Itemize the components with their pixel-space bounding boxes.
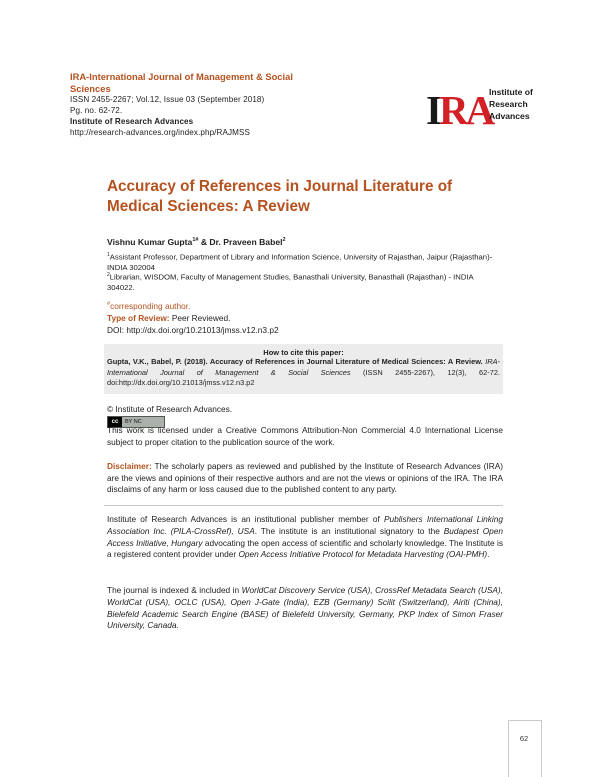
journal-title: IRA-International Journal of Management & Social Sciences (70, 71, 293, 94)
indexing-paragraph: The journal is indexed & included in WorldCat Discovery Service (USA), CrossRef Metadata Search (USA), WorldCat (USA), OCLC (USA), Open J-Gate (India), EZB (Germany) Scilit (Switzerland), Airiti (China), Bielefeld Academic Search Engine (BASE) of Bielefeld University, Germany, PKP Index of Simon Fraser University, Canada. (107, 585, 503, 631)
citation-box (104, 344, 503, 394)
issn-line: ISSN 2455-2267; Vol.12, Issue 03 (September 2018) (70, 95, 265, 104)
citation-text: Gupta, V.K., Babel, P. (2018). Accuracy of References in Journal Literature of Medical Sciences: A Review. IRA-International Journal of Management & Social Sciences (ISSN 2455-2267), 12(3), 62-72. doi:http://dx.doi.org/10.21013/jmss.v12.n3.p2 (107, 357, 500, 387)
cc-badge-label: BY NC (125, 419, 142, 425)
citation-heading: How to cite this paper: (263, 348, 344, 357)
copyright-line: © Institute of Research Advances. (107, 404, 233, 414)
logo-text: Institute of Research Advances (489, 87, 533, 121)
affiliation-2: $^2$Librarian, WISDOM, Faculty of Management Studies, Banasthali University, Banasthali (Rajasthan) - INDIA 304022. (107, 272, 474, 293)
authors: Vishnu Kumar Gupta$^{1\#}$ & Dr. Praveen Babel$^2$ (107, 237, 286, 247)
publisher-line: Institute of Research Advances (70, 117, 194, 126)
page-number: 62 (519, 734, 529, 743)
license-text: This work is licensed under a Creative Commons Attribution-Non Commercial 4.0 International License subject to proper citation to the publication source of the work. (107, 425, 503, 447)
ira-logo (426, 86, 546, 132)
affiliation-1: $^1$Assistant Professor, Department of Library and Information Science, University of Rajasthan, Jaipur (Rajasthan)- INDIA 302004 (107, 252, 493, 273)
disclaimer: Disclaimer: The scholarly papers as reviewed and published by the Institute of Research Advances (IRA) are the views and opinions of their respective authors and are not the views or opinions of the IRA. The IRA disclaims of any harm or loss caused due to the published content to any party. (107, 461, 503, 494)
logo-mark: IRA (426, 87, 493, 133)
journal-url[interactable]: http://research-advances.org/index.php/RAJMSS (70, 128, 250, 137)
review-type: Type of Review: Peer Reviewed. (107, 313, 231, 323)
article-title: Accuracy of References in Journal Literature of Medical Sciences: A Review (107, 178, 453, 215)
section-divider (104, 505, 503, 506)
membership-paragraph: Institute of Research Advances is an institutional publisher member of Publishers International Linking Association Inc. (PILA-CrossRef), USA. The institute is an institutional signatory to the Budapest Open Access Initiative, Hungary advocating the open access of scientific and scholarly knowledge. The Institute is a registered content provider under Open Access Initiative Protocol for Metadata Harvesting (OAI-PMH). (107, 514, 504, 560)
corresponding-author: #corresponding author. (107, 301, 191, 311)
cc-icon: cc (108, 417, 122, 427)
pages-line: Pg. no. 62-72. (70, 106, 123, 115)
doi-link[interactable]: DOI: http://dx.doi.org/10.21013/jmss.v12.n3.p2 (107, 325, 279, 335)
page-number-box (508, 720, 542, 777)
